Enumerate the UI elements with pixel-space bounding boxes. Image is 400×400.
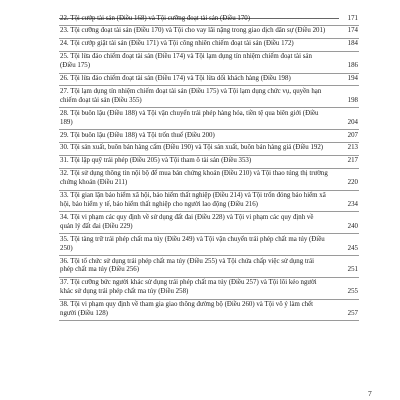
toc-entry-page: 194	[347, 75, 358, 83]
toc-entry-title	[59, 258, 336, 276]
toc-entry-page: 245	[347, 244, 358, 252]
toc-entry-page: 257	[347, 310, 358, 318]
toc-entry-number: 29.	[60, 131, 69, 139]
toc-entry-number: 25.	[60, 53, 69, 61]
toc-entry-text: Tội vi phạm các quy định về sử dụng đất đai (Điều 228) và Tội vi phạm các quy định về quản lý đất đai (Điều 229)	[60, 213, 314, 230]
toc-entry-title	[59, 15, 336, 24]
toc-entry	[59, 86, 359, 108]
toc-entry-text: Tội sử dụng thông tin nội bộ để mua bán chứng khoán (Điều 210) và Tội thao túng thị trường chứng khoán (Điều 211)	[60, 170, 328, 187]
toc-entry	[59, 300, 359, 322]
toc-entry-page: 255	[347, 288, 358, 296]
toc-entry-number: 38.	[60, 301, 69, 309]
toc-entry-text: Tội lừa đảo chiếm đoạt tài sản (Điều 174) và Tội lạm dụng tín nhiệm chiếm đoạt tài sản (Điều 175)	[60, 53, 312, 70]
toc-entry-text: Tội tổ chức sử dụng trái phép chất ma túy (Điều 255) và Tội chứa chấp việc sử dụng trái phép chất ma túy (Điều 256)	[60, 257, 315, 274]
toc-entry	[59, 108, 359, 130]
toc-entry-title	[59, 236, 336, 254]
toc-entry-page: 207	[347, 131, 358, 139]
toc-entry-number: 26.	[60, 75, 69, 83]
toc-entry-title	[59, 53, 336, 71]
toc-entry	[59, 52, 359, 74]
toc-entry-page: 240	[347, 222, 358, 230]
toc-entry	[59, 191, 359, 213]
toc-entry	[59, 143, 359, 156]
toc-entry-page: 234	[347, 201, 358, 208]
toc-entry	[59, 26, 359, 39]
toc-entry-title	[59, 214, 336, 232]
toc-entry-page: 198	[347, 96, 358, 104]
toc-entry	[59, 156, 359, 169]
toc-entry-number: 22.	[60, 14, 69, 22]
toc-entry-title	[59, 27, 336, 36]
toc-entry-text: Tội cướp giật tài sản (Điều 171) và Tội công nhiên chiếm đoạt tài sản (Điều 172)	[70, 40, 294, 48]
toc-entry	[59, 13, 359, 26]
toc-entry	[59, 130, 359, 143]
toc-entry	[59, 256, 359, 278]
toc-entry-number: 37.	[60, 279, 69, 287]
toc-entry-text: Tội gian lận bảo hiểm xã hội, bảo hiểm thất nghiệp (Điều 214) và Tội trốn đóng bảo hiểm xã hội, bảo hiểm y tế, bảo hiểm thất nghiệp cho người lao động (Điều 216)	[60, 192, 326, 208]
toc-entry-title	[59, 144, 336, 153]
toc-entry-text: Tội sản xuất, buôn bán hàng cấm (Điều 190) và Tội sản xuất, buôn bán hàng giả (Điều 192)	[70, 144, 324, 152]
toc-entry-page: 171	[347, 14, 358, 22]
toc-entry	[59, 278, 359, 300]
toc-entry-title	[59, 88, 336, 106]
toc-entry-text: Tội cưỡng bức người khác sử dụng trái phép chất ma túy (Điều 257) và Tội lôi kéo người khác sử dụng trái phép chất ma túy (Điều 258)	[60, 279, 317, 296]
toc-entry-page: 213	[347, 144, 358, 152]
toc-entry-title	[59, 110, 336, 128]
toc-entry-page: 217	[347, 157, 358, 165]
toc-entry-text: Tội cướp tài sản (Điều 168) và Tội cưỡng đoạt tài sản (Điều 170)	[70, 14, 251, 22]
toc-entry	[59, 169, 359, 191]
toc-entry-title	[59, 157, 336, 166]
toc-entry-number: 23.	[60, 27, 69, 35]
toc-entry-number: 31.	[60, 157, 69, 165]
toc-entry-title	[59, 279, 336, 297]
toc-entry-number: 30.	[60, 144, 69, 152]
toc-entry-text: Tội lạm dụng tín nhiệm chiếm đoạt tài sản (Điều 175) và Tội lạm dụng chức vụ, quyền hạn chiếm đoạt tài sản (Điều 355)	[60, 87, 322, 104]
toc-entry-number: 28.	[60, 109, 69, 117]
toc-entry-page: 174	[347, 27, 358, 35]
toc-entry-page: 251	[347, 266, 358, 274]
toc-entry-number: 34.	[60, 213, 69, 221]
toc-entry-page: 186	[347, 62, 358, 70]
toc-entry-number: 35.	[60, 235, 69, 243]
toc-entry	[59, 212, 359, 234]
toc-entry-page: 184	[347, 40, 358, 48]
toc-entry-text: Tội tàng trữ trái phép chất ma túy (Điều 249) và Tội vận chuyển trái phép chất ma túy (Điều 250)	[60, 235, 325, 252]
toc-entry-text: Tội vi phạm quy định về tham gia giao thông đường bộ (Điều 260) và Tội vô ý làm chết người (Điều 128)	[60, 301, 314, 318]
toc-entry-page: 204	[347, 118, 358, 126]
toc-entry-number: 27.	[60, 87, 69, 95]
toc-entry-text: Tội lừa đảo chiếm đoạt tài sản (Điều 174) và Tội lừa dối khách hàng (Điều 198)	[70, 75, 291, 83]
toc-entry-number: 36.	[60, 257, 69, 265]
toc-entry	[59, 39, 359, 52]
table-of-contents	[59, 13, 359, 321]
toc-entry-title	[59, 170, 336, 188]
toc-entry-title	[59, 40, 336, 49]
toc-entry-page: 220	[347, 179, 358, 187]
toc-entry-title	[59, 301, 336, 319]
toc-entry-number: 33.	[60, 192, 69, 200]
toc-entry-title	[59, 132, 336, 141]
toc-entry-number: 32.	[60, 170, 69, 178]
toc-entry-number: 24.	[60, 40, 69, 48]
toc-entry-text: Tội cưỡng đoạt tài sản (Điều 170) và Tội cho vay lãi nặng trong giao dịch dân sự (Điều 201)	[70, 27, 326, 35]
toc-entry-text: Tội buôn lậu (Điều 188) và Tội trốn thuế (Điều 200)	[70, 131, 215, 139]
toc-entry	[59, 234, 359, 256]
toc-entry-title	[59, 192, 336, 210]
toc-entry-text: Tội lập quỹ trái phép (Điều 205) và Tội tham ô tài sản (Điều 353)	[70, 157, 252, 165]
toc-entry	[59, 74, 359, 87]
page-number: 7	[368, 389, 372, 398]
toc-entry-title	[59, 75, 336, 84]
toc-entry-text: Tội buôn lậu (Điều 188) và Tội vận chuyển trái phép hàng hóa, tiền tệ qua biên giới (Điều 189)	[60, 109, 319, 126]
